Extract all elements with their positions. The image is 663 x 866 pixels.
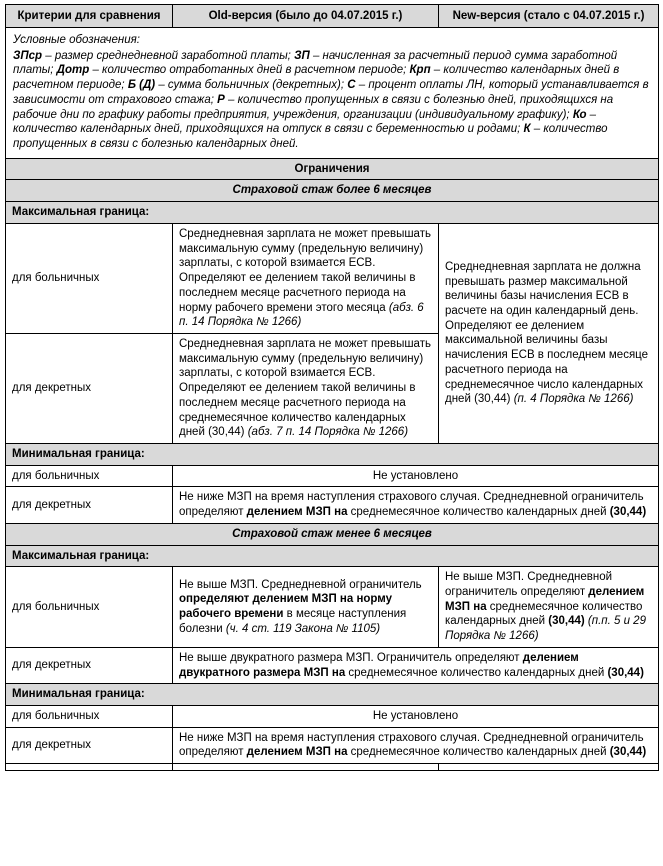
- under6-max-mat-label: для декретных: [6, 647, 173, 683]
- over6-min-sick-value: Не установлено: [173, 465, 659, 487]
- text-segment: – процент оплаты ЛН, который устанавливается в зависимости от страхового стажа;: [13, 79, 649, 106]
- over6-min-mat-label: для декретных: [6, 487, 173, 523]
- over6-min-sick-row: [6, 465, 659, 487]
- text-segment: Крп: [409, 64, 431, 77]
- text-segment: (п.п. 5 и 29 Порядка № 1266): [445, 615, 646, 643]
- empty-cell: [6, 764, 173, 771]
- text-segment: (30,44): [607, 666, 644, 679]
- under6-max-sick-old-cell: [173, 567, 439, 648]
- over6-max-sick-row: [6, 223, 659, 333]
- under6-min-mat-value: [173, 727, 659, 763]
- text-segment: – количество отработанных дней в расчетном периоде;: [89, 64, 410, 77]
- empty-trailing-row: [6, 764, 659, 771]
- under6-max-mat-value: [173, 647, 659, 683]
- restrictions-row: [6, 158, 659, 180]
- over6-max-new-merged-cell: [439, 223, 659, 443]
- over6-max-label: Максимальная граница:: [6, 202, 659, 224]
- text-segment: Не ниже МЗП на время наступления страхового случая. Среднедневной ограничитель определяют: [179, 731, 644, 759]
- under6-max-sick-new-cell: [439, 567, 659, 648]
- text-segment: среднемесячное количество календарных дней: [347, 506, 610, 519]
- text-segment: (30,44): [609, 746, 647, 759]
- text-segment: С: [347, 79, 356, 92]
- under6-max-label: Максимальная граница:: [6, 545, 659, 567]
- header-old-version: Old-версия (было до 04.07.2015 г.): [173, 5, 439, 28]
- text-segment: среднемесячное количество календарных дней: [347, 746, 610, 759]
- text-segment: Среднедневная зарплата не может превышать максимальную сумму (предельную величину) зарплаты, с которой взимается ЕСВ. Определяют ее делением такой величины в последнем месяце расчетного периода на среднемесячное количество календарных дней (30,44): [179, 337, 431, 439]
- under6-min-label-row: [6, 684, 659, 706]
- under6-max-mat-row: [6, 647, 659, 683]
- text-segment: (ч. 4 ст. 119 Закона № 1105): [225, 622, 381, 635]
- section-under6-row: [6, 523, 659, 545]
- text-segment: делением МЗП на: [445, 586, 645, 613]
- over6-max-label-row: [6, 202, 659, 224]
- text-segment: ЗП: [294, 49, 310, 62]
- text-segment: – количество пропущенных в связи с болезнью дней, приходящихся на рабочие дни по графику работы предприятия, учреждения, организации (индивидуальному графику);: [13, 93, 614, 121]
- under6-min-label: Минимальная граница:: [6, 684, 659, 706]
- section-over6-title: Страховой стаж более 6 месяцев: [6, 180, 659, 202]
- comparison-table: [5, 4, 659, 771]
- text-segment: Не выше двукратного размера МЗП. Ограничитель определяют: [179, 651, 523, 664]
- under6-max-label-row: [6, 545, 659, 567]
- under6-max-sick-row: [6, 567, 659, 648]
- section-restrictions-title: Ограничения: [6, 158, 659, 180]
- text-segment: – начисленная за расчетный период сумма заработной платы;: [13, 49, 618, 77]
- text-segment: – количество календарных дней, приходящихся на отпуск в связи с беременностью и родами;: [13, 108, 597, 136]
- empty-cell: [439, 764, 659, 771]
- text-segment: (30,44): [548, 615, 585, 628]
- under6-min-sick-label: для больничных: [6, 706, 173, 728]
- text-segment: делением МЗП на: [246, 746, 348, 759]
- text-segment: – сумма больничных (декретных);: [155, 79, 348, 92]
- text-segment: К: [523, 123, 531, 136]
- section-under6-title: Страховой стаж менее 6 месяцев: [6, 523, 659, 545]
- text-segment: Ко: [572, 108, 587, 121]
- text-segment: (30,44): [609, 506, 647, 519]
- over6-min-label-row: [6, 443, 659, 465]
- section-over6-row: [6, 180, 659, 202]
- under6-min-sick-row: [6, 706, 659, 728]
- text-segment: ЗПср: [13, 49, 43, 62]
- text-segment: (абз. 7 п. 14 Порядка № 1266): [247, 426, 409, 439]
- over6-max-mat-old-cell: [173, 333, 439, 443]
- under6-min-sick-value: Не установлено: [173, 706, 659, 728]
- text-segment: делением МЗП на: [246, 506, 348, 519]
- header-new-version: New-версия (стало с 04.07.2015 г.): [439, 5, 659, 28]
- text-segment: (абз. 6 п. 14 Порядка № 1266): [179, 301, 424, 329]
- header-criteria: Критерии для сравнения: [6, 5, 173, 28]
- text-segment: Дотр: [56, 64, 90, 77]
- over6-max-sick-label: для больничных: [6, 223, 173, 333]
- under6-max-sick-label: для больничных: [6, 567, 173, 648]
- over6-min-mat-row: [6, 487, 659, 523]
- text-segment: Не ниже МЗП на время наступления страхового случая. Среднедневной ограничитель определяют: [179, 491, 644, 519]
- text-segment: Среднедневная зарплата не должна превышать размер максимальной величины базы начисления ЕСВ в расчете на один календарный день. Определяют ее делением максимальной величины базы начисления ЕСВ в последнем месяце расчетного периода на среднемесячное число календарных дней (30,44): [445, 260, 649, 406]
- text-segment: (п. 4 Порядка № 1266): [513, 393, 634, 406]
- over6-max-sick-old-cell: [173, 223, 439, 333]
- text-segment: – размер среднедневной заработной платы;: [42, 49, 295, 62]
- under6-min-mat-label: для декретных: [6, 727, 173, 763]
- under6-min-mat-row: [6, 727, 659, 763]
- text-segment: Не выше МЗП. Среднедневной ограничитель определяют: [445, 571, 613, 598]
- over6-max-mat-label: для декретных: [6, 333, 173, 443]
- text-segment: определяют делением МЗП на норму рабочего времени: [179, 593, 393, 621]
- text-segment: в месяце наступления болезни: [179, 608, 407, 635]
- text-segment: делением двукратного размера МЗП на: [179, 651, 579, 679]
- legend-title: Условные обозначения:: [13, 34, 140, 46]
- over6-min-sick-label: для больничных: [6, 465, 173, 487]
- text-segment: – количество календарных дней в расчетном периоде;: [13, 64, 620, 92]
- text-segment: Р: [217, 93, 225, 106]
- text-segment: Б (Д): [127, 79, 156, 92]
- text-segment: Среднедневная зарплата не может превышать максимальную сумму (предельную величину) зарплаты, с которой взимается ЕСВ. Определяют ее делением такой величины в последнем месяце расчетного периода на норму рабочего времени этого месяца: [179, 227, 431, 314]
- text-segment: среднемесячное количество календарных дней: [345, 666, 608, 679]
- legend-body: [13, 49, 651, 152]
- over6-min-label: Минимальная граница:: [6, 443, 659, 465]
- legend-row: [6, 28, 659, 159]
- text-segment: – количество пропущенных в связи с болезнью календарных дней.: [13, 123, 608, 151]
- text-segment: среднемесячное количество календарных дней: [445, 600, 643, 628]
- empty-cell: [173, 764, 439, 771]
- header-row: [6, 5, 659, 28]
- legend: [6, 28, 659, 159]
- text-segment: Не выше МЗП. Среднедневной ограничитель: [179, 578, 422, 591]
- over6-min-mat-value: [173, 487, 659, 523]
